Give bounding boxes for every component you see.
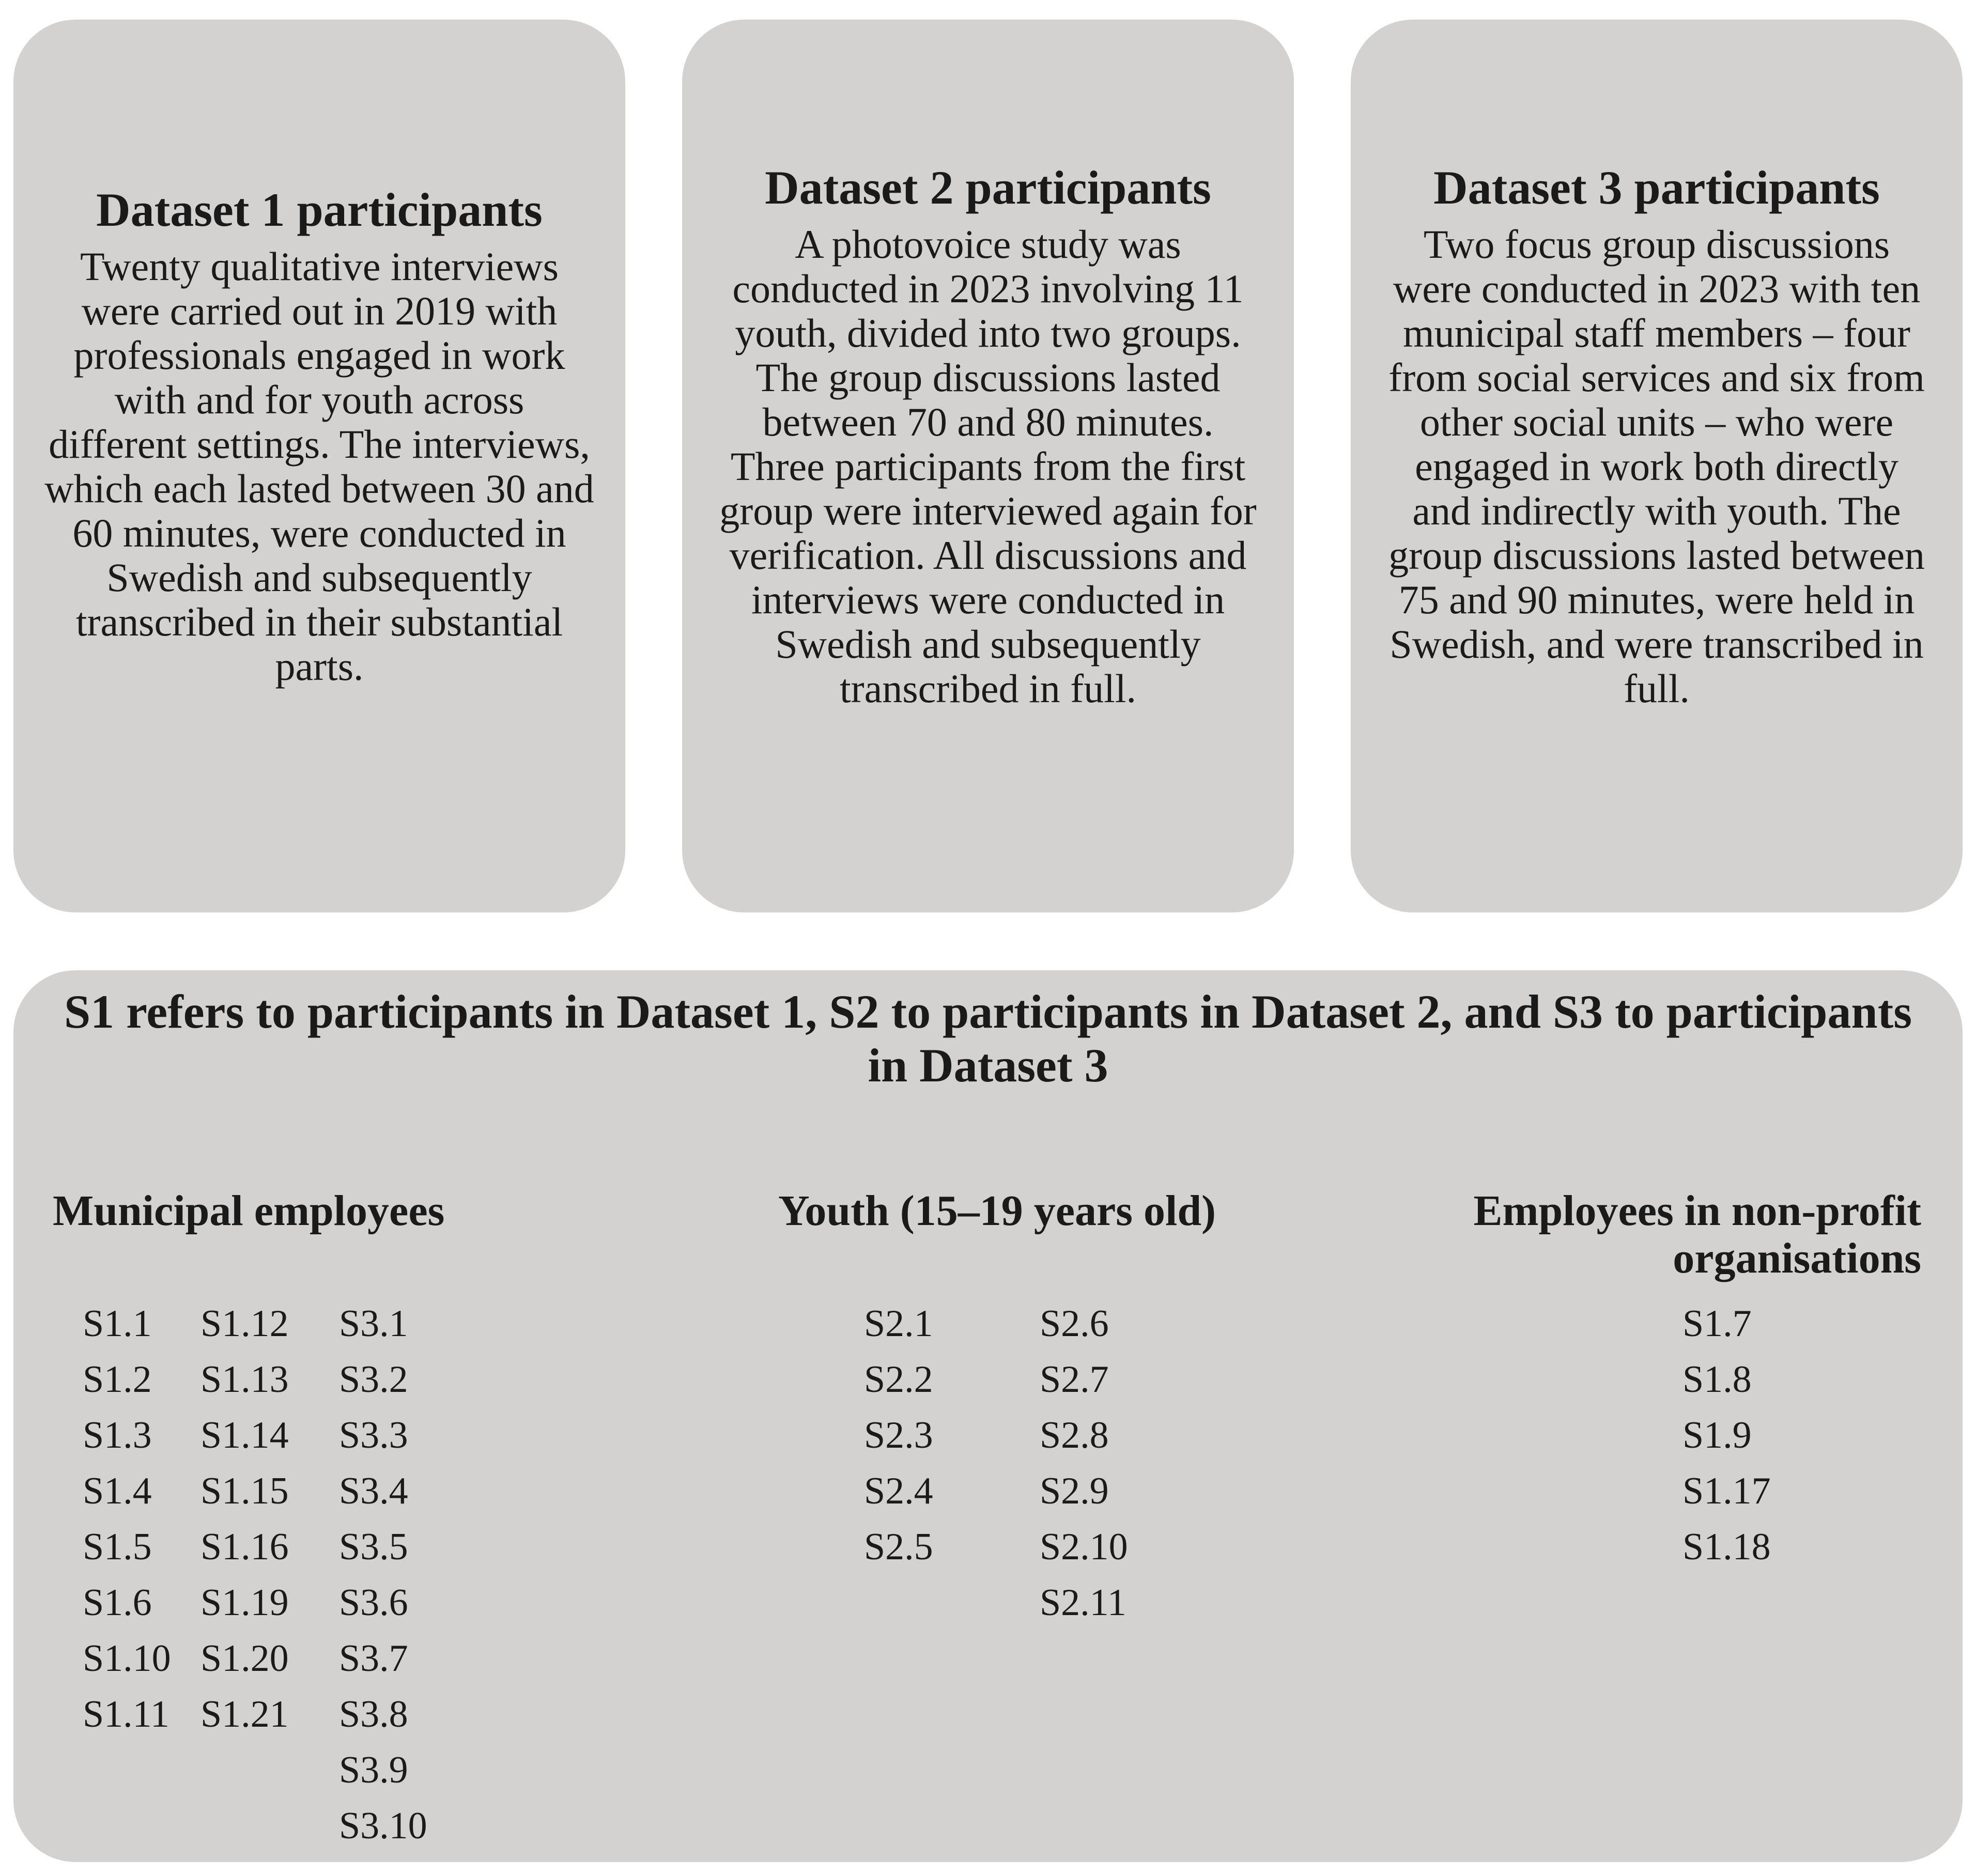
dataset-3-card xyxy=(1351,20,1963,912)
dataset-1-title: Dataset 1 participants xyxy=(96,183,543,236)
participant-id: S1.18 xyxy=(1682,1526,1771,1568)
participant-id: S1.14 xyxy=(200,1414,289,1456)
participant-id: S1.6 xyxy=(83,1582,152,1624)
participant-id: S2.8 xyxy=(1040,1414,1109,1456)
participant-id: S1.1 xyxy=(83,1303,152,1345)
municipal-column-1 xyxy=(83,1296,171,1742)
participant-id: S1.20 xyxy=(200,1637,289,1680)
participant-id: S1.8 xyxy=(1682,1358,1752,1401)
non-profit-employees-heading: Employees in non-profit organisations xyxy=(1473,1187,1921,1282)
dataset-2-title: Dataset 2 participants xyxy=(765,161,1211,214)
participant-summary-card xyxy=(13,970,1963,1862)
participant-id: S1.2 xyxy=(83,1358,152,1401)
dataset-1-description: Twenty qualitative interviews were carried out in 2019 with professionals engaged in work with and for youth across different settings. The interviews, which each lasted between 30 and 60 minutes, were conducted in Swedish and subsequently transcribed in their substantial parts. xyxy=(44,244,594,689)
participant-id: S1.13 xyxy=(200,1358,289,1401)
municipal-employees-heading: Municipal employees xyxy=(53,1187,445,1235)
participant-id: S3.7 xyxy=(339,1637,408,1680)
youth-column-2 xyxy=(1040,1296,1128,1631)
participant-id: S1.16 xyxy=(200,1526,289,1568)
youth-column-1 xyxy=(864,1296,933,1575)
participant-id: S1.19 xyxy=(200,1582,289,1624)
dataset-1-card xyxy=(13,20,625,912)
municipal-column-2 xyxy=(200,1296,289,1742)
participant-id: S1.15 xyxy=(200,1470,289,1512)
participant-id: S3.6 xyxy=(339,1582,408,1624)
youth-heading: Youth (15–19 years old) xyxy=(778,1187,1216,1235)
non-profit-column xyxy=(1682,1296,1771,1575)
participant-id: S1.17 xyxy=(1682,1470,1771,1512)
dataset-2-card xyxy=(682,20,1294,912)
participant-id: S1.21 xyxy=(200,1693,289,1735)
participant-id: S2.5 xyxy=(864,1526,933,1568)
participant-id: S3.9 xyxy=(339,1749,408,1791)
participant-id: S2.2 xyxy=(864,1358,933,1401)
participant-id: S1.5 xyxy=(83,1526,152,1568)
participant-id: S1.11 xyxy=(83,1693,169,1735)
municipal-column-3 xyxy=(339,1296,427,1854)
participant-id: S2.6 xyxy=(1040,1303,1109,1345)
participant-id: S1.12 xyxy=(200,1303,289,1345)
dataset-3-description: Two focus group discussions were conducted in 2023 with ten municipal staff members – four from social services and six from other social units – who were engaged in work both directly and indirectly with youth. The group discussions lasted between 75 and 90 minutes, were held in Swedish, and were transcribed in full. xyxy=(1388,222,1925,711)
participant-id: S3.4 xyxy=(339,1470,408,1512)
participant-id: S2.11 xyxy=(1040,1582,1126,1624)
participant-id: S2.4 xyxy=(864,1470,933,1512)
participant-id: S1.3 xyxy=(83,1414,152,1456)
participant-id: S2.9 xyxy=(1040,1470,1109,1512)
participant-id: S3.5 xyxy=(339,1526,408,1568)
participant-id: S3.8 xyxy=(339,1693,408,1735)
participant-id: S3.1 xyxy=(339,1303,408,1345)
participant-id: S3.10 xyxy=(339,1805,427,1847)
dataset-2-description: A photovoice study was conducted in 2023 involving 11 youth, divided into two groups. The group discussions lasted between 70 and 80 minutes. Three participants from the first group were interviewed again for verification. All discussions and interviews were conducted in Swedish and subsequently transcribed in full. xyxy=(719,222,1257,711)
summary-title: S1 refers to participants in Dataset 1, S2 to participants in Dataset 2, and S3 to participants in Dataset 3 xyxy=(64,985,1912,1092)
participant-id: S3.2 xyxy=(339,1358,408,1401)
dataset-3-title: Dataset 3 participants xyxy=(1433,161,1880,214)
participant-id: S2.3 xyxy=(864,1414,933,1456)
participant-id: S1.4 xyxy=(83,1470,152,1512)
participant-id: S2.10 xyxy=(1040,1526,1128,1568)
participant-id: S1.9 xyxy=(1682,1414,1752,1456)
participant-id: S2.1 xyxy=(864,1303,933,1345)
participant-id: S1.7 xyxy=(1682,1303,1752,1345)
participant-id: S2.7 xyxy=(1040,1358,1109,1401)
participant-id: S3.3 xyxy=(339,1414,408,1456)
participant-id: S1.10 xyxy=(83,1637,171,1680)
